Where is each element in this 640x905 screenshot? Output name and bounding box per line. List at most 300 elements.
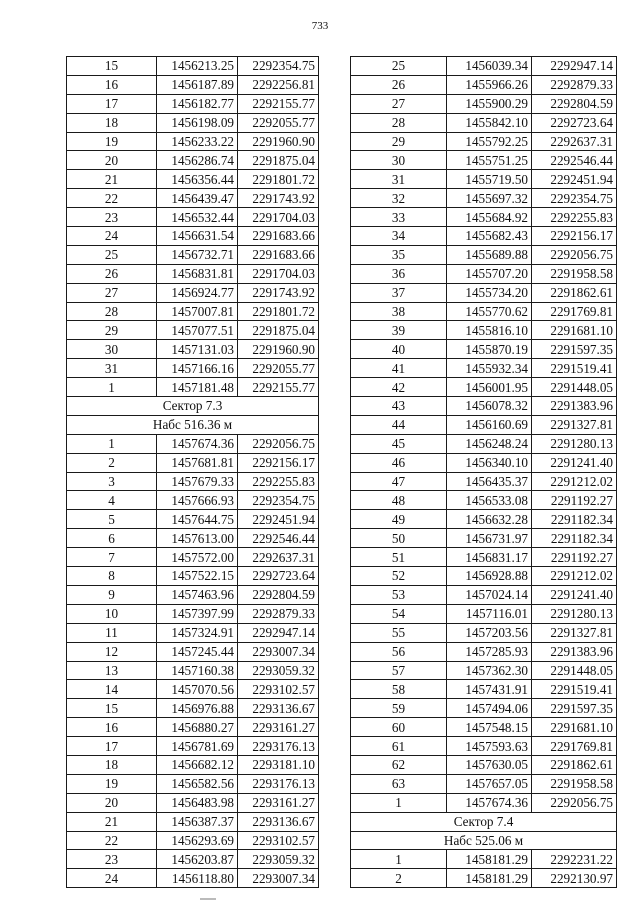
x-coordinate: 1455682.43 xyxy=(447,227,532,246)
table-row xyxy=(67,453,319,472)
x-coordinate: 1457681.81 xyxy=(157,453,238,472)
table-row xyxy=(351,755,617,774)
point-number: 26 xyxy=(351,75,447,94)
section-header: Сектор 7.4 xyxy=(351,812,617,831)
y-coordinate: 2293102.57 xyxy=(238,680,319,699)
x-coordinate: 1457324.91 xyxy=(157,623,238,642)
table-row xyxy=(67,774,319,793)
x-coordinate: 1456731.97 xyxy=(447,529,532,548)
y-coordinate: 2292156.17 xyxy=(238,453,319,472)
x-coordinate: 1455751.25 xyxy=(447,151,532,170)
x-coordinate: 1455932.34 xyxy=(447,359,532,378)
table-row xyxy=(67,680,319,699)
table-row xyxy=(67,321,319,340)
x-coordinate: 1457245.44 xyxy=(157,642,238,661)
table-row xyxy=(351,321,617,340)
y-coordinate: 2291383.96 xyxy=(532,397,617,416)
point-number: 29 xyxy=(351,132,447,151)
x-coordinate: 1455719.50 xyxy=(447,170,532,189)
x-coordinate: 1456387.37 xyxy=(157,812,238,831)
table-row xyxy=(67,585,319,604)
x-coordinate: 1457679.33 xyxy=(157,472,238,491)
point-number: 60 xyxy=(351,718,447,737)
x-coordinate: 1456293.69 xyxy=(157,831,238,850)
y-coordinate: 2291519.41 xyxy=(532,359,617,378)
point-number: 13 xyxy=(67,661,157,680)
table-row xyxy=(351,245,617,264)
x-coordinate: 1456682.12 xyxy=(157,755,238,774)
table-row xyxy=(351,208,617,227)
x-coordinate: 1455734.20 xyxy=(447,283,532,302)
table-row xyxy=(67,793,319,812)
y-coordinate: 2291960.90 xyxy=(238,132,319,151)
table-row xyxy=(351,302,617,321)
table-row xyxy=(351,718,617,737)
point-number: 34 xyxy=(351,227,447,246)
scan-mark xyxy=(200,898,216,900)
table-row xyxy=(67,245,319,264)
point-number: 61 xyxy=(351,737,447,756)
y-coordinate: 2292354.75 xyxy=(238,57,319,76)
y-coordinate: 2291960.90 xyxy=(238,340,319,359)
section-header: Набс 516.36 м xyxy=(67,415,319,434)
table-row xyxy=(67,113,319,132)
y-coordinate: 2291801.72 xyxy=(238,170,319,189)
coordinates-table-right xyxy=(350,56,617,888)
table-row xyxy=(351,774,617,793)
x-coordinate: 1457666.93 xyxy=(157,491,238,510)
y-coordinate: 2291862.61 xyxy=(532,755,617,774)
y-coordinate: 2292155.77 xyxy=(238,94,319,113)
point-number: 38 xyxy=(351,302,447,321)
point-number: 23 xyxy=(67,850,157,869)
x-coordinate: 1457522.15 xyxy=(157,567,238,586)
point-number: 31 xyxy=(67,359,157,378)
table-row xyxy=(67,472,319,491)
point-number: 56 xyxy=(351,642,447,661)
x-coordinate: 1457203.56 xyxy=(447,623,532,642)
point-number: 4 xyxy=(67,491,157,510)
x-coordinate: 1455870.19 xyxy=(447,340,532,359)
y-coordinate: 2292451.94 xyxy=(532,170,617,189)
table-row xyxy=(67,264,319,283)
table-row xyxy=(67,227,319,246)
y-coordinate: 2292055.77 xyxy=(238,113,319,132)
table-row xyxy=(67,208,319,227)
point-number: 62 xyxy=(351,755,447,774)
y-coordinate: 2291862.61 xyxy=(532,283,617,302)
y-coordinate: 2291704.03 xyxy=(238,208,319,227)
x-coordinate: 1457630.05 xyxy=(447,755,532,774)
point-number: 1 xyxy=(351,793,447,812)
table-row xyxy=(67,75,319,94)
section-header: Сектор 7.3 xyxy=(67,397,319,416)
table-row xyxy=(351,661,617,680)
y-coordinate: 2292546.44 xyxy=(532,151,617,170)
x-coordinate: 1456632.28 xyxy=(447,510,532,529)
point-number: 2 xyxy=(67,453,157,472)
table-row xyxy=(351,434,617,453)
y-coordinate: 2292451.94 xyxy=(238,510,319,529)
x-coordinate: 1457077.51 xyxy=(157,321,238,340)
point-number: 19 xyxy=(67,132,157,151)
table-row xyxy=(67,491,319,510)
x-coordinate: 1458181.29 xyxy=(447,850,532,869)
point-number: 16 xyxy=(67,75,157,94)
table-row xyxy=(67,510,319,529)
y-coordinate: 2292879.33 xyxy=(532,75,617,94)
x-coordinate: 1456582.56 xyxy=(157,774,238,793)
table-row xyxy=(351,397,617,416)
table-row xyxy=(67,529,319,548)
y-coordinate: 2292637.31 xyxy=(532,132,617,151)
x-coordinate: 1456483.98 xyxy=(157,793,238,812)
y-coordinate: 2291801.72 xyxy=(238,302,319,321)
point-number: 20 xyxy=(67,793,157,812)
table-row xyxy=(351,604,617,623)
x-coordinate: 1457181.48 xyxy=(157,378,238,397)
table-row xyxy=(67,132,319,151)
table-row xyxy=(67,718,319,737)
y-coordinate: 2292947.14 xyxy=(532,57,617,76)
table-row xyxy=(67,737,319,756)
x-coordinate: 1457007.81 xyxy=(157,302,238,321)
point-number: 25 xyxy=(67,245,157,264)
x-coordinate: 1457024.14 xyxy=(447,585,532,604)
table-row xyxy=(351,623,617,642)
y-coordinate: 2291241.40 xyxy=(532,585,617,604)
y-coordinate: 2291769.81 xyxy=(532,737,617,756)
point-number: 36 xyxy=(351,264,447,283)
x-coordinate: 1455900.29 xyxy=(447,94,532,113)
point-number: 22 xyxy=(67,831,157,850)
x-coordinate: 1457644.75 xyxy=(157,510,238,529)
y-coordinate: 2291212.02 xyxy=(532,472,617,491)
y-coordinate: 2293161.27 xyxy=(238,718,319,737)
y-coordinate: 2291683.66 xyxy=(238,245,319,264)
y-coordinate: 2292879.33 xyxy=(238,604,319,623)
point-number: 3 xyxy=(67,472,157,491)
point-number: 28 xyxy=(351,113,447,132)
point-number: 9 xyxy=(67,585,157,604)
point-number: 21 xyxy=(67,170,157,189)
x-coordinate: 1455792.25 xyxy=(447,132,532,151)
table-row xyxy=(67,869,319,888)
y-coordinate: 2291958.58 xyxy=(532,264,617,283)
y-coordinate: 2291212.02 xyxy=(532,567,617,586)
section-header-row xyxy=(67,415,319,434)
table-row xyxy=(67,302,319,321)
table-row xyxy=(351,642,617,661)
page-number: 733 xyxy=(311,20,329,32)
y-coordinate: 2291448.05 xyxy=(532,661,617,680)
section-header-row xyxy=(351,812,617,831)
table-row xyxy=(351,378,617,397)
table-row xyxy=(351,567,617,586)
x-coordinate: 1455684.92 xyxy=(447,208,532,227)
y-coordinate: 2293059.32 xyxy=(238,661,319,680)
table-row xyxy=(351,548,617,567)
table-row xyxy=(351,170,617,189)
x-coordinate: 1457593.63 xyxy=(447,737,532,756)
point-number: 37 xyxy=(351,283,447,302)
table-row xyxy=(67,189,319,208)
y-coordinate: 2291875.04 xyxy=(238,151,319,170)
y-coordinate: 2292723.64 xyxy=(532,113,617,132)
y-coordinate: 2291681.10 xyxy=(532,321,617,340)
table-row xyxy=(351,132,617,151)
y-coordinate: 2291683.66 xyxy=(238,227,319,246)
section-header-row xyxy=(67,397,319,416)
table-body-left xyxy=(67,57,319,888)
table-row xyxy=(351,491,617,510)
table-row xyxy=(351,415,617,434)
y-coordinate: 2291182.34 xyxy=(532,510,617,529)
point-number: 49 xyxy=(351,510,447,529)
table-row xyxy=(67,642,319,661)
x-coordinate: 1457131.03 xyxy=(157,340,238,359)
y-coordinate: 2292255.83 xyxy=(532,208,617,227)
y-coordinate: 2293181.10 xyxy=(238,755,319,774)
y-coordinate: 2292156.17 xyxy=(532,227,617,246)
x-coordinate: 1456831.17 xyxy=(447,548,532,567)
y-coordinate: 2292256.81 xyxy=(238,75,319,94)
section-header-row xyxy=(351,831,617,850)
point-number: 21 xyxy=(67,812,157,831)
point-number: 33 xyxy=(351,208,447,227)
table-row xyxy=(351,283,617,302)
point-number: 50 xyxy=(351,529,447,548)
point-number: 44 xyxy=(351,415,447,434)
table-row xyxy=(351,151,617,170)
point-number: 42 xyxy=(351,378,447,397)
x-coordinate: 1456248.24 xyxy=(447,434,532,453)
point-number: 6 xyxy=(67,529,157,548)
table-row xyxy=(67,661,319,680)
table-row xyxy=(351,510,617,529)
table-row xyxy=(351,359,617,378)
point-number: 30 xyxy=(351,151,447,170)
x-coordinate: 1455707.20 xyxy=(447,264,532,283)
point-number: 48 xyxy=(351,491,447,510)
point-number: 28 xyxy=(67,302,157,321)
y-coordinate: 2292056.75 xyxy=(238,434,319,453)
table-row xyxy=(67,359,319,378)
point-number: 14 xyxy=(67,680,157,699)
y-coordinate: 2293007.34 xyxy=(238,642,319,661)
y-coordinate: 2292056.75 xyxy=(532,793,617,812)
point-number: 27 xyxy=(351,94,447,113)
table-row xyxy=(351,113,617,132)
y-coordinate: 2291743.92 xyxy=(238,283,319,302)
y-coordinate: 2292637.31 xyxy=(238,548,319,567)
table-row xyxy=(67,170,319,189)
point-number: 18 xyxy=(67,755,157,774)
x-coordinate: 1455966.26 xyxy=(447,75,532,94)
x-coordinate: 1456831.81 xyxy=(157,264,238,283)
point-number: 55 xyxy=(351,623,447,642)
point-number: 18 xyxy=(67,113,157,132)
y-coordinate: 2292130.97 xyxy=(532,869,617,888)
x-coordinate: 1456631.54 xyxy=(157,227,238,246)
table-row xyxy=(351,227,617,246)
point-number: 16 xyxy=(67,718,157,737)
table-row xyxy=(67,151,319,170)
point-number: 11 xyxy=(67,623,157,642)
table-row xyxy=(351,189,617,208)
y-coordinate: 2291448.05 xyxy=(532,378,617,397)
point-number: 17 xyxy=(67,94,157,113)
table-row xyxy=(351,453,617,472)
y-coordinate: 2291327.81 xyxy=(532,415,617,434)
point-number: 51 xyxy=(351,548,447,567)
x-coordinate: 1456340.10 xyxy=(447,453,532,472)
point-number: 25 xyxy=(351,57,447,76)
point-number: 15 xyxy=(67,699,157,718)
table-row xyxy=(67,340,319,359)
x-coordinate: 1456532.44 xyxy=(157,208,238,227)
table-row xyxy=(351,869,617,888)
y-coordinate: 2292354.75 xyxy=(238,491,319,510)
table-row xyxy=(351,850,617,869)
x-coordinate: 1456439.47 xyxy=(157,189,238,208)
x-coordinate: 1456781.69 xyxy=(157,737,238,756)
y-coordinate: 2293176.13 xyxy=(238,737,319,756)
point-number: 15 xyxy=(67,57,157,76)
coordinates-table-left xyxy=(66,56,319,888)
y-coordinate: 2291192.27 xyxy=(532,491,617,510)
table-row xyxy=(67,850,319,869)
y-coordinate: 2293007.34 xyxy=(238,869,319,888)
y-coordinate: 2291182.34 xyxy=(532,529,617,548)
x-coordinate: 1456533.08 xyxy=(447,491,532,510)
point-number: 17 xyxy=(67,737,157,756)
table-row xyxy=(351,793,617,812)
y-coordinate: 2292947.14 xyxy=(238,623,319,642)
point-number: 52 xyxy=(351,567,447,586)
point-number: 5 xyxy=(67,510,157,529)
x-coordinate: 1456078.32 xyxy=(447,397,532,416)
y-coordinate: 2291383.96 xyxy=(532,642,617,661)
table-row xyxy=(67,94,319,113)
table-row xyxy=(67,434,319,453)
y-coordinate: 2291875.04 xyxy=(238,321,319,340)
point-number: 24 xyxy=(67,869,157,888)
point-number: 47 xyxy=(351,472,447,491)
point-number: 57 xyxy=(351,661,447,680)
point-number: 22 xyxy=(67,189,157,208)
point-number: 63 xyxy=(351,774,447,793)
x-coordinate: 1457463.96 xyxy=(157,585,238,604)
x-coordinate: 1457397.99 xyxy=(157,604,238,623)
y-coordinate: 2291192.27 xyxy=(532,548,617,567)
table-row xyxy=(67,283,319,302)
point-number: 53 xyxy=(351,585,447,604)
point-number: 58 xyxy=(351,680,447,699)
table-row xyxy=(67,567,319,586)
x-coordinate: 1456160.69 xyxy=(447,415,532,434)
y-coordinate: 2291280.13 xyxy=(532,434,617,453)
table-row xyxy=(351,699,617,718)
x-coordinate: 1457116.01 xyxy=(447,604,532,623)
y-coordinate: 2293059.32 xyxy=(238,850,319,869)
point-number: 1 xyxy=(67,434,157,453)
y-coordinate: 2292055.77 xyxy=(238,359,319,378)
x-coordinate: 1456182.77 xyxy=(157,94,238,113)
table-row xyxy=(67,548,319,567)
table-row xyxy=(67,57,319,76)
point-number: 43 xyxy=(351,397,447,416)
x-coordinate: 1457166.16 xyxy=(157,359,238,378)
table-row xyxy=(351,529,617,548)
y-coordinate: 2293102.57 xyxy=(238,831,319,850)
y-coordinate: 2291327.81 xyxy=(532,623,617,642)
table-row xyxy=(67,831,319,850)
table-row xyxy=(351,57,617,76)
point-number: 40 xyxy=(351,340,447,359)
x-coordinate: 1457548.15 xyxy=(447,718,532,737)
y-coordinate: 2291958.58 xyxy=(532,774,617,793)
table-row xyxy=(351,737,617,756)
x-coordinate: 1456976.88 xyxy=(157,699,238,718)
point-number: 24 xyxy=(67,227,157,246)
y-coordinate: 2292804.59 xyxy=(532,94,617,113)
table-row xyxy=(351,340,617,359)
point-number: 45 xyxy=(351,434,447,453)
point-number: 26 xyxy=(67,264,157,283)
table-row xyxy=(351,75,617,94)
y-coordinate: 2292546.44 xyxy=(238,529,319,548)
x-coordinate: 1457613.00 xyxy=(157,529,238,548)
x-coordinate: 1456924.77 xyxy=(157,283,238,302)
point-number: 1 xyxy=(351,850,447,869)
x-coordinate: 1457674.36 xyxy=(447,793,532,812)
point-number: 29 xyxy=(67,321,157,340)
y-coordinate: 2292255.83 xyxy=(238,472,319,491)
x-coordinate: 1457431.91 xyxy=(447,680,532,699)
table-row xyxy=(67,755,319,774)
point-number: 35 xyxy=(351,245,447,264)
x-coordinate: 1457674.36 xyxy=(157,434,238,453)
x-coordinate: 1457160.38 xyxy=(157,661,238,680)
table-row xyxy=(67,623,319,642)
point-number: 19 xyxy=(67,774,157,793)
x-coordinate: 1456203.87 xyxy=(157,850,238,869)
x-coordinate: 1456928.88 xyxy=(447,567,532,586)
x-coordinate: 1455697.32 xyxy=(447,189,532,208)
table-body-right xyxy=(351,57,617,888)
x-coordinate: 1456187.89 xyxy=(157,75,238,94)
point-number: 30 xyxy=(67,340,157,359)
y-coordinate: 2291769.81 xyxy=(532,302,617,321)
table-row xyxy=(351,264,617,283)
y-coordinate: 2292056.75 xyxy=(532,245,617,264)
x-coordinate: 1456880.27 xyxy=(157,718,238,737)
point-number: 10 xyxy=(67,604,157,623)
y-coordinate: 2291597.35 xyxy=(532,340,617,359)
point-number: 41 xyxy=(351,359,447,378)
x-coordinate: 1456286.74 xyxy=(157,151,238,170)
y-coordinate: 2291681.10 xyxy=(532,718,617,737)
y-coordinate: 2291704.03 xyxy=(238,264,319,283)
point-number: 20 xyxy=(67,151,157,170)
x-coordinate: 1456118.80 xyxy=(157,869,238,888)
x-coordinate: 1455689.88 xyxy=(447,245,532,264)
y-coordinate: 2292354.75 xyxy=(532,189,617,208)
y-coordinate: 2291743.92 xyxy=(238,189,319,208)
y-coordinate: 2291597.35 xyxy=(532,699,617,718)
point-number: 23 xyxy=(67,208,157,227)
